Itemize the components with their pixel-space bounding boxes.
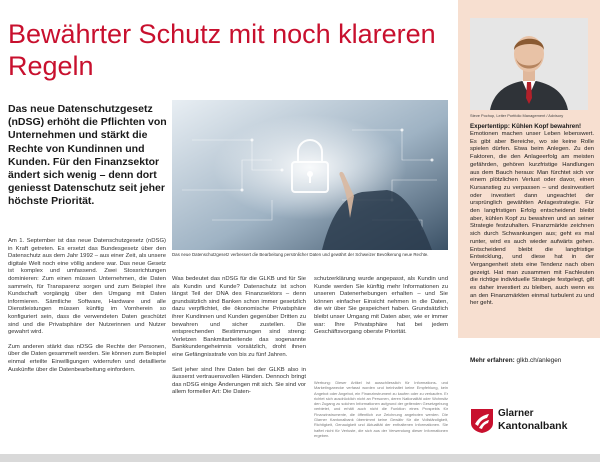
- logo-line-1: Glarner: [498, 408, 534, 419]
- expert-tip-title: Expertentipp: Kühlen Kopf bewahren!: [470, 123, 582, 130]
- more-info-link[interactable]: glkb.ch/anlegen: [516, 357, 562, 364]
- body-paragraph: Am 1. September ist das neue Datenschutzgesetz (nDSG) in Kraft getreten. Es ersetzt das Bundesgesetz über den Datenschutz aus dem Jahr 1992 – aus einer Zeit, als unsere digitale Welt noch eine völlig andere war. Das neue Gesetz ist komplex und umfassend. Zwei Stossrichtungen dominieren: Zum einen müssen Unternehmen, die Daten sammeln, für Transparenz sorgen und zum Beispiel ihre Kundschaft vorgängig über den Umgang mit Daten informieren. Sämtliche Software, Hardware und alle Dienstleistungen müssen künftig im Vornherein so konfiguriert sein, dass die verwendeten Daten geschützt sind und die Privatsphäre der Nutzerinnen und Nutzer gewahrt wird.: [8, 238, 166, 336]
- bank-logo: [470, 408, 594, 436]
- image-caption: Das neue Datenschutzgesetz verbessert die Bearbeitung persönlicher Daten und gewährt der Schweizer Bevölkerung neue Rechte.: [172, 252, 429, 257]
- body-paragraph: Was bedeutet das nDSG für die GLKB und für Sie als Kundin und Kunde? Datenschutz ist schon längst Teil der DNA des Finanzsektors – denn grundsätzlich sind Banken schon immer gesetzlich dazu verpflichtet, die ökonomische Privatsphäre ihrer Kundinnen und Kunden gegenüber Dritten zu bewahren und sicher zustellen. Die entsprechenden Bestimmungen sind streng: Verletzen Bankmitarbeitende das sogenannte Bankkundengeheimnis vorsätzlich, droht ihnen eine Gefängnisstrafe von bis zu fünf Jahren.: [172, 276, 306, 358]
- body-column-2: [172, 276, 306, 397]
- bottom-bar: [0, 454, 600, 462]
- portrait-photo: [470, 18, 588, 110]
- hero-image: [172, 100, 448, 250]
- body-paragraph: schutzerklärung wurde angepasst, als Kundin und Kunde werden Sie künftig mehr Informationen zu unseren Datenerhebungen erhalten – und Sie können einfacher Einsicht nehmen in die Daten, die wir über Sie gespeichert haben. Grundsätzlich bleibt unser Umgang mit Daten aber, wie er immer war: Ihre Privatsphäre hat bei jedem Geschäftsvorgang oberste Priorität.: [314, 276, 448, 336]
- expert-tip-text: Emotionen machen unser Leben lebenswert. Es gibt aber Bereiche, wo sie keine Rolle spielen dürfen. Etwa beim Anlegen. Zu den Faktoren, die den Anlageerfolg am meisten gefährden, gehören kurzfristige Handlungen aus dem Bauch heraus: Man fürchtet sich vor einem plötzlichen Verlust oder davor, einen Kursanstieg zu verpassen – und desinvestiert oder investiert dann ungeachtet der ursprünglich gewählten Anlagestrategie. Für den langfristigen Erfolg entscheidend bleibt aber, kühlen Kopf zu bewahren und an seiner Strategie festzuhalten. Finanzmärkte zeichnen sich durch Schwankungen aus; geht es mal runter, wird es auch wieder aufwärts gehen. Entscheidend bleibt die langfristige Entwicklung, und diese hat in der Vergangenheit stets eine Tendenz nach oben gezeigt. Hat man zusammen mit Fachleuten die richtige individuelle Strategie festgelegt, gilt es daher investiert zu bleiben, auch wenn es an den Finanzmärkten einmal turbulent zu und her geht.: [470, 131, 594, 307]
- body-column-3: [314, 276, 448, 337]
- person-icon: [470, 18, 588, 110]
- body-paragraph: Seit jeher sind Ihre Daten bei der GLKB also in äusserst vertrauensvollen Händen. Dennoch bringt das nDSG einige Änderungen mit sich. Sie sind vor allem formeller Art: Die Daten-: [172, 366, 306, 396]
- headline: Bewährter Schutz mit noch klareren Regeln: [8, 19, 436, 81]
- portrait-caption: Steve Pochop, Leiter Portfolio Management / Advisory: [470, 113, 564, 118]
- body-paragraph: Zum anderen stärkt das nDSG die Rechte der Personen, über die Daten gesammelt werden. Sie können zum Beispiel einmal erteilte Einwilligungen widerrufen und detaillierte Auskünfte über die Datenbearbeitung einfordern.: [8, 343, 166, 373]
- logo-line-2: Kantonalbank: [498, 420, 568, 432]
- body-column-1: [8, 238, 166, 374]
- more-info-label: Mehr erfahren:: [470, 357, 515, 364]
- more-info: [470, 357, 561, 365]
- lead-paragraph: Das neue Datenschutzgesetz (nDSG) erhöht die Pflichten von Unternehmen und stärkt die Rechte von Kundinnen und Kunden. Für den Finanzsektor ändert sich wenig – denn dort geniesst Datenschutz seit jeher höchste Priorität.: [8, 103, 167, 208]
- glkb-logo-icon: [470, 408, 494, 434]
- disclaimer: Werbung: Dieser Artikel ist ausschliesslich für Informations- und Marketingzwecke verfasst worden und beinhaltet keine Empfehlung, kein Angebot oder Angebot, ein Finanzinstrument zu kaufen oder zu verkaufen. Er richtet sich ausdrücklich nicht an Personen, deren Nationalität oder Wohnsitz den Zugang zu solchen Informationen aufgrund der geltenden Gesetzgebung verbietet, und erhält auch nicht die Funktion eines Prospekts für Finanzinstrumente, die öffentlich zur Zeichnung angeboten werden. Die Glarner Kantonalbank übernimmt keine Gewähr für die Vollständigkeit, Richtigkeit, Genauigkeit und Aktualität der enthaltenen Informationen. Sie haftet nicht für Verluste, die sich aus der Verwendung dieser Informationen ergeben.: [314, 380, 448, 438]
- padlock-data-icon: [172, 100, 448, 250]
